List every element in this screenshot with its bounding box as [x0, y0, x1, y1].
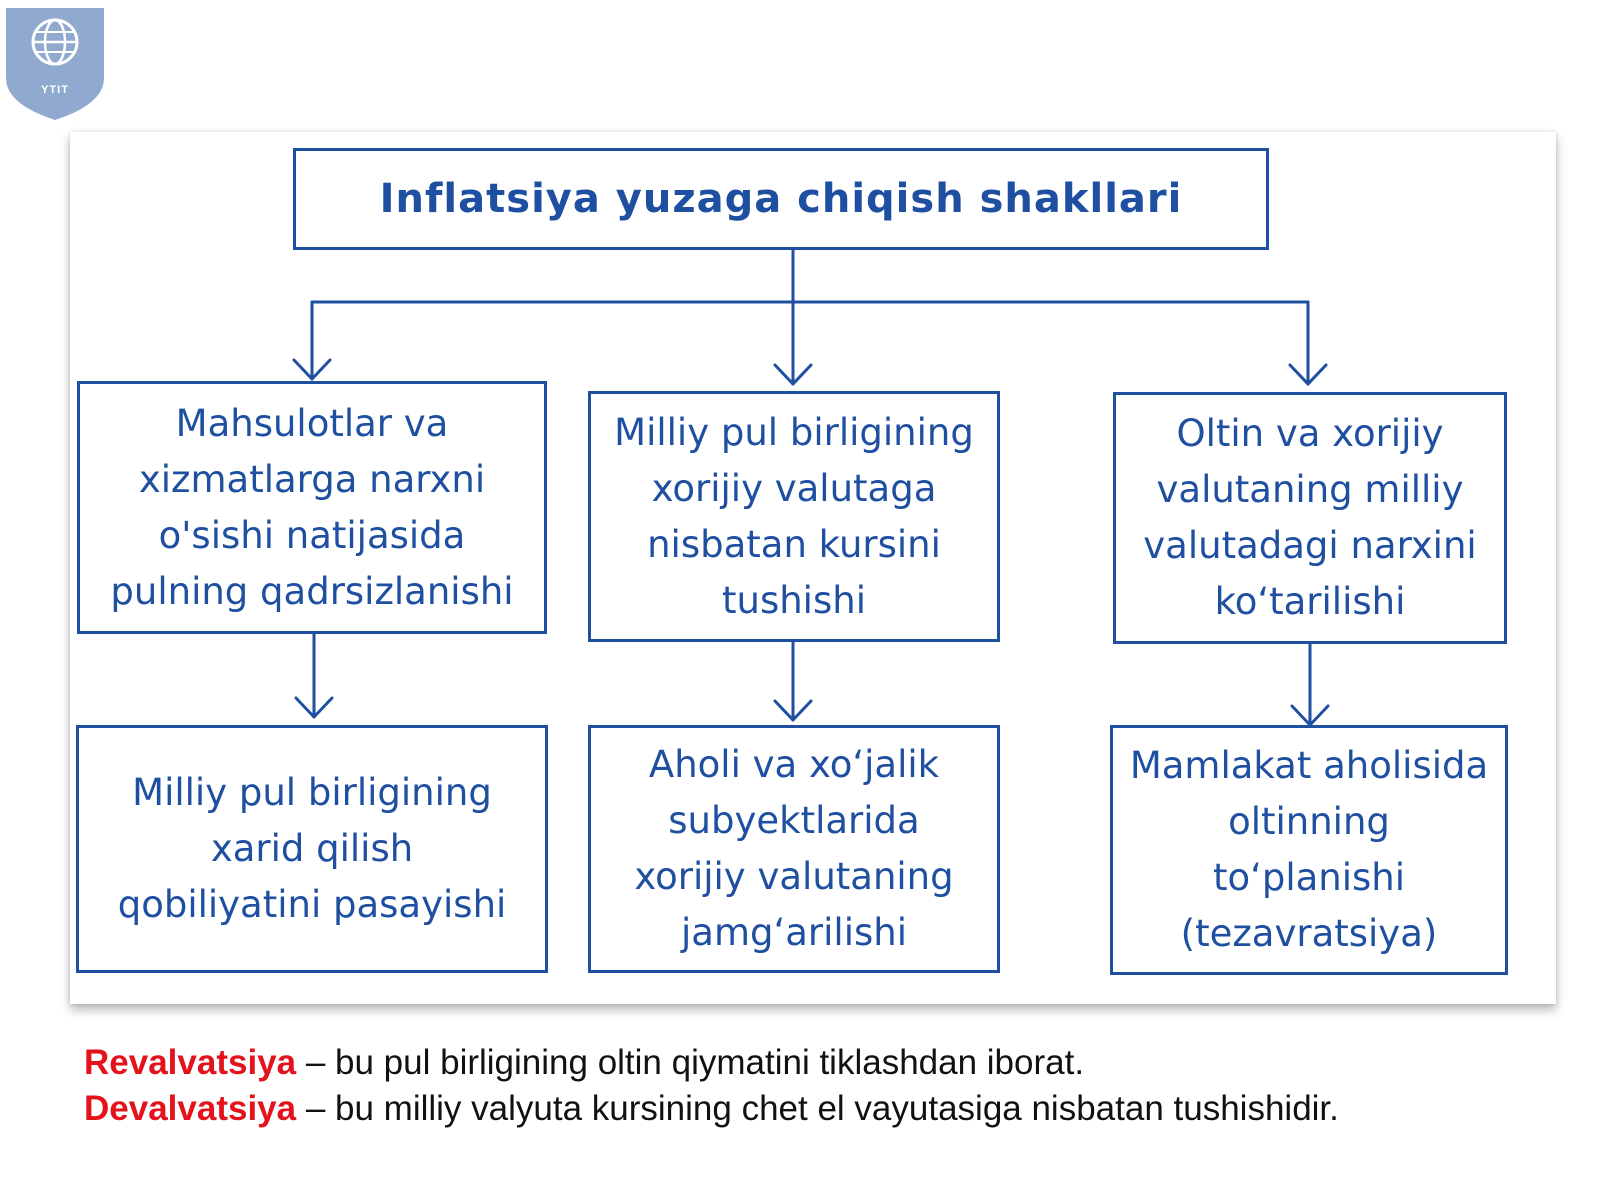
definitions [84, 1040, 1564, 1132]
form-box-2: Milliy pul birligining xorijiy valutaga nisbatan kursini tushishi [588, 391, 1000, 642]
term-revalvatsiya: Revalvatsiya [84, 1043, 297, 1082]
consequence-box-3: Mamlakat aholisida oltinning to‘planishi (tezavratsiya) [1110, 725, 1508, 975]
definition-text: – bu pul birligining oltin qiymatini tiklashdan iborat. [296, 1043, 1085, 1082]
logo-text: YTIT [41, 84, 69, 96]
term-devalvatsiya: Devalvatsiya [84, 1089, 297, 1128]
logo-shield-icon [6, 8, 104, 120]
consequence-box-1: Milliy pul birligining xarid qilish qobiliyatini pasayishi [76, 725, 548, 973]
ytit-logo [6, 8, 104, 120]
form-box-3: Oltin va xorijiy valutaning milliy valutadagi narxini ko‘tarilishi [1113, 392, 1507, 644]
diagram-panel [70, 132, 1556, 1004]
consequence-box-2: Aholi va xo‘jalik subyektlarida xorijiy valutaning jamg‘arilishi [588, 725, 1000, 973]
definition-devalvatsiya [84, 1086, 1564, 1132]
diagram-title-box: Inflatsiya yuzaga chiqish shakllari [293, 148, 1269, 250]
definition-revalvatsiya [84, 1040, 1564, 1086]
form-box-1: Mahsulotlar va xizmatlarga narxni o'sishi natijasida pulning qadrsizlanishi [77, 381, 547, 634]
definition-text: – bu milliy valyuta kursining chet el vayutasiga nisbatan tushishidir. [296, 1089, 1339, 1128]
